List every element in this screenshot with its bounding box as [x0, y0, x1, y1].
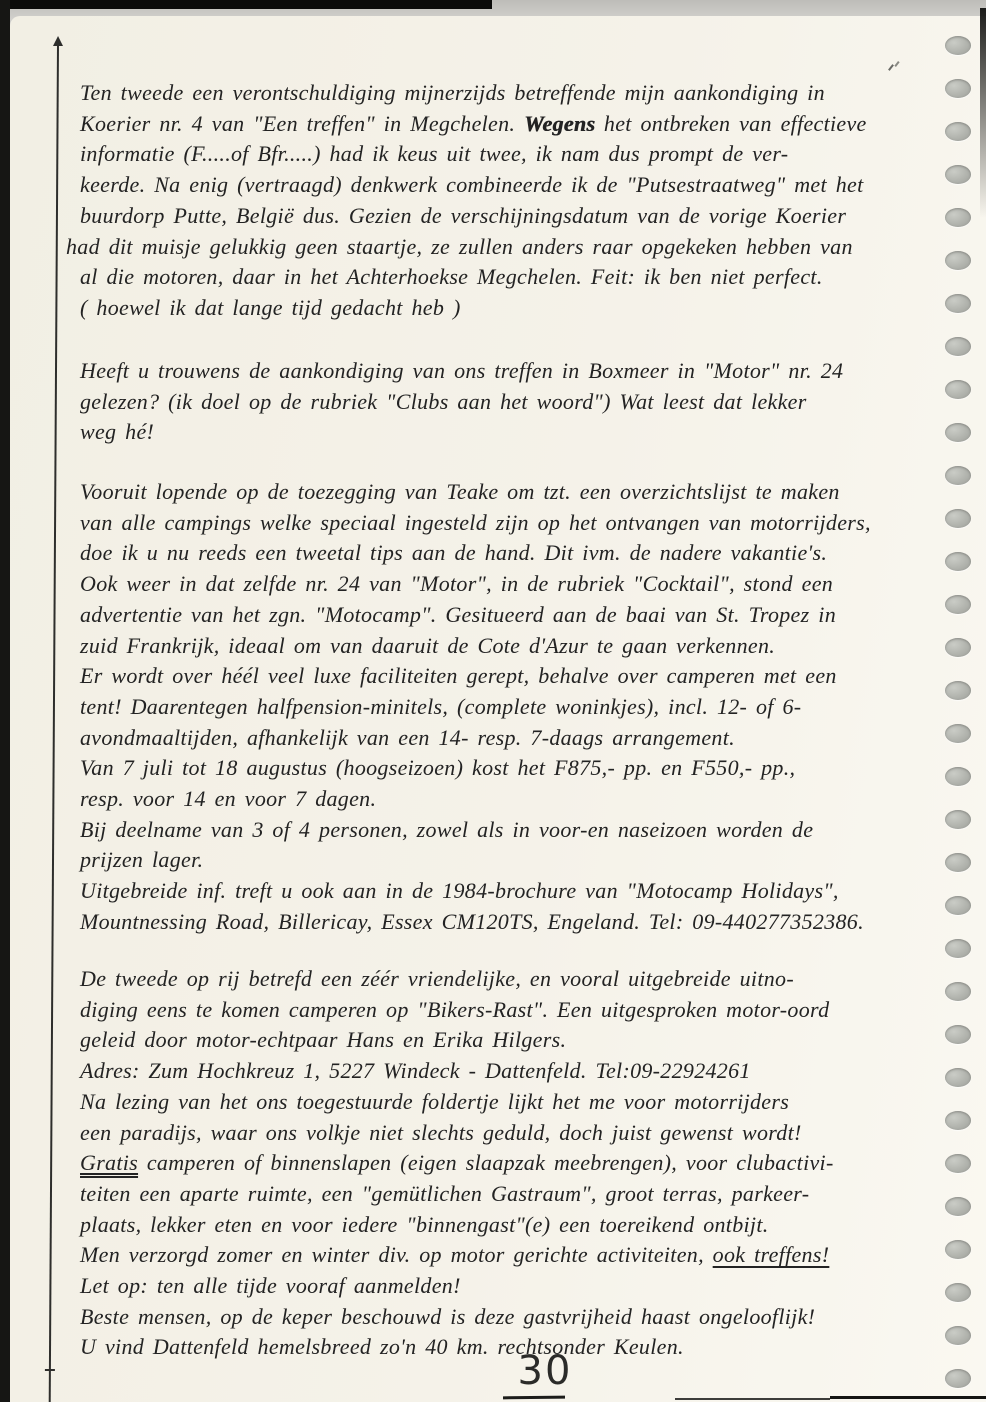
text-segment: tent! Daarentegen halfpension-minitels, (complete woninkjes), incl. 12- of 6- — [80, 693, 802, 719]
text-segment: Gratis — [80, 1150, 139, 1176]
text-line — [80, 201, 960, 232]
text-segment: Heeft u trouwens de aankondiging van ons treffen in Boxmeer in "Motor" nr. 24 — [80, 358, 844, 383]
binding-hole — [945, 810, 971, 829]
text-line — [80, 876, 960, 907]
text-segment: buurdorp Putte, België dus. Gezien de verschijningsdatum van de vorige Koerier — [80, 202, 847, 228]
text-line — [80, 995, 960, 1026]
text-segment: Men verzorgd zomer en winter div. op motor gerichte activiteiten, — [80, 1242, 713, 1268]
binding-hole — [945, 552, 971, 571]
text-line — [80, 387, 960, 418]
binding-hole — [945, 466, 971, 485]
text-segment: advertentie van het zgn. "Motocamp". Gesitueerd aan de baai van St. Tropez in — [80, 601, 836, 627]
text-line — [80, 784, 960, 815]
text-line — [80, 78, 960, 109]
text-line — [80, 692, 960, 723]
text-line — [80, 1302, 960, 1333]
text-segment: had dit muisje gelukkig geen staartje, ze zullen anders raar opgekeken hebben van — [66, 233, 853, 259]
text-line — [80, 538, 960, 569]
binding-hole — [945, 79, 971, 98]
text-segment: Koerier nr. 4 van "Een treffen" in Megchelen. — [80, 110, 525, 136]
binding-hole — [945, 1240, 971, 1259]
binding-hole — [945, 853, 971, 872]
text-segment: Wegens — [524, 110, 596, 136]
text-segment: Adres: Zum Hochkreuz 1, 5227 Windeck - Dattenfeld. Tel:09-22924261 — [80, 1058, 751, 1084]
binding-hole — [945, 1068, 971, 1087]
binding-hole — [945, 1369, 971, 1388]
scan-edge-top — [0, 0, 492, 9]
text-line — [80, 417, 960, 448]
binding-hole — [945, 1154, 971, 1173]
binding-hole — [945, 165, 971, 184]
text-line — [66, 232, 960, 263]
text-line — [80, 661, 960, 692]
binding-hole — [945, 1326, 971, 1345]
binding-hole — [945, 1111, 971, 1130]
text-segment: U vind Dattenfeld hemelsbreed zo'n 40 km. rechtsonder Keulen. — [80, 1334, 684, 1360]
binding-hole — [945, 1283, 971, 1302]
text-segment: keerde. Na enig (vertraagd) denkwerk combineerde ik de "Putsestraatweg" met het — [80, 172, 864, 198]
text-segment: een paradijs, waar ons volkje niet slechts geduld, doch juist gewenst wordt! — [80, 1119, 802, 1145]
text-line — [80, 753, 960, 784]
text-line — [80, 1087, 960, 1118]
binding-hole — [945, 509, 971, 528]
text-segment: gelezen? (ik doel op de rubriek "Clubs aan het woord") Wat leest dat lekker — [80, 388, 807, 414]
text-segment: ook treffens! — [712, 1242, 830, 1268]
binding-hole — [945, 939, 971, 958]
binding-hole — [945, 337, 971, 356]
text-line — [80, 1056, 960, 1087]
text-segment: Uitgebreide inf. treft u ook aan in de 1984-brochure van "Motocamp Holidays", — [80, 878, 839, 904]
text-segment: plaats, lekker eten en voor iedere "binnengast"(e) een toereikend ontbijt. — [80, 1211, 769, 1237]
text-line — [80, 964, 960, 995]
text-line — [80, 845, 960, 876]
text-segment: De tweede op rij betrefd een zéér vriendelijke, en vooral uitgebreide uitno- — [80, 966, 794, 991]
text-segment: diging eens te komen camperen op "Bikers-Rast". Een uitgesproken motor-oord — [80, 996, 830, 1022]
text-line — [80, 1271, 960, 1302]
text-line — [80, 139, 960, 170]
text-line — [80, 1118, 960, 1149]
text-line — [80, 262, 960, 293]
text-segment: prijzen lager. — [80, 847, 204, 873]
text-segment: avondmaaltijden, afhankelijk van een 14- resp. 7-daags arrangement. — [80, 724, 735, 750]
binding-hole — [945, 251, 971, 270]
text-line — [80, 1210, 960, 1241]
text-segment: Mountnessing Road, Billericay, Essex CM120TS, Engeland. Tel: 09-440277352386. — [80, 908, 864, 934]
text-segment: Na lezing van het ons toegestuurde foldertje lijkt het me voor motorrijders — [80, 1088, 790, 1114]
text-line — [80, 477, 960, 508]
text-segment: Let op: ten alle tijde vooraf aanmelden! — [80, 1273, 461, 1299]
text-segment: Ook weer in dat zelfde nr. 24 van "Motor", in de rubriek "Cocktail", stond een — [80, 571, 834, 597]
text-line — [80, 600, 960, 631]
text-line — [80, 907, 960, 938]
binding-hole — [945, 1025, 971, 1044]
text-segment: Beste mensen, op de keper beschouwd is deze gastvrijheid haast ongelooflijk! — [80, 1303, 816, 1329]
paragraph-motor-magazine — [80, 356, 960, 448]
text-segment: doe ik u nu reeds een tweetal tips aan de hand. Dit ivm. de nadere vakantie's. — [80, 540, 828, 566]
margin-line — [49, 44, 59, 1402]
text-line — [80, 723, 960, 754]
text-segment: ( hoewel ik dat lange tijd gedacht heb ) — [80, 294, 461, 320]
binding-hole — [945, 208, 971, 227]
text-segment: Van 7 juli tot 18 augustus (hoogseizoen) kost het F875,- pp. en F550,- pp., — [80, 755, 796, 781]
text-segment: camperen of binnenslapen (eigen slaapzak meebrengen), voor clubactivi- — [138, 1150, 834, 1176]
text-line — [80, 293, 960, 324]
text-line — [80, 569, 960, 600]
text-line — [80, 508, 960, 539]
binding-hole — [945, 724, 971, 743]
text-segment: Vooruit lopende op de toezegging van Teake om tzt. een overzichtslijst te maken — [80, 479, 840, 504]
text-segment: Er wordt over héél veel luxe faciliteiten gerept, behalve over camperen met een — [80, 663, 837, 689]
binding-hole — [945, 638, 971, 657]
paragraph-motocamp-tip — [80, 477, 960, 938]
text-segment: geleid door motor-echtpaar Hans en Erika Hilgers. — [80, 1027, 567, 1053]
bottom-edge-line — [675, 1398, 830, 1400]
text-segment: teiten een aparte ruimte, een "gemütlichen Gastraum", groot terras, parkeer- — [80, 1180, 810, 1206]
text-segment: al die motoren, daar in het Achterhoekse Megchelen. Feit: ik ben niet perfect. — [80, 264, 823, 290]
text-line — [80, 1148, 960, 1179]
binding-hole — [945, 294, 971, 313]
text-line — [80, 631, 960, 662]
binding-hole — [945, 767, 971, 786]
text-segment: het ontbreken van effectieve — [595, 110, 867, 136]
ink-smudge — [890, 64, 904, 74]
text-segment: weg hé! — [80, 419, 155, 445]
text-segment: zuid Frankrijk, ideaal om van daaruit de Cote d'Azur te gaan verkennen. — [80, 632, 776, 658]
binding-holes — [936, 0, 986, 1402]
text-segment: resp. voor 14 en voor 7 dagen. — [80, 786, 377, 812]
page-number: 30 — [517, 1348, 573, 1394]
binding-hole — [945, 982, 971, 1001]
paragraph-apology — [66, 78, 960, 324]
binding-hole — [945, 36, 971, 55]
margin-line-tick — [45, 1369, 55, 1371]
binding-hole — [945, 1197, 971, 1216]
text-line — [80, 1240, 960, 1271]
binding-hole — [945, 423, 971, 442]
text-segment: informatie (F.....of Bfr.....) had ik keus uit twee, ik nam dus prompt de ver- — [80, 141, 789, 167]
binding-hole — [945, 896, 971, 915]
binding-hole — [945, 595, 971, 614]
binding-hole — [945, 380, 971, 399]
paragraph-bikers-rast-tip — [80, 964, 960, 1363]
page-number-underline — [503, 1396, 565, 1400]
text-segment: Bij deelname van 3 of 4 personen, zowel als in voor-en naseizoen worden de — [80, 816, 814, 842]
scan-edge-left — [0, 0, 10, 1402]
text-line — [80, 1025, 960, 1056]
text-line — [80, 109, 960, 140]
text-line — [80, 356, 960, 387]
binding-hole — [945, 122, 971, 141]
text-line — [80, 170, 960, 201]
binding-hole — [945, 681, 971, 700]
paper-sheet — [10, 16, 986, 1402]
text-segment: Ten tweede een verontschuldiging mijnerzijds betreffende mijn aankondiging in — [80, 80, 825, 105]
text-line — [80, 1179, 960, 1210]
text-line — [80, 815, 960, 846]
text-segment: van alle campings welke speciaal ingesteld zijn op het ontvangen van motorrijders, — [80, 509, 871, 535]
